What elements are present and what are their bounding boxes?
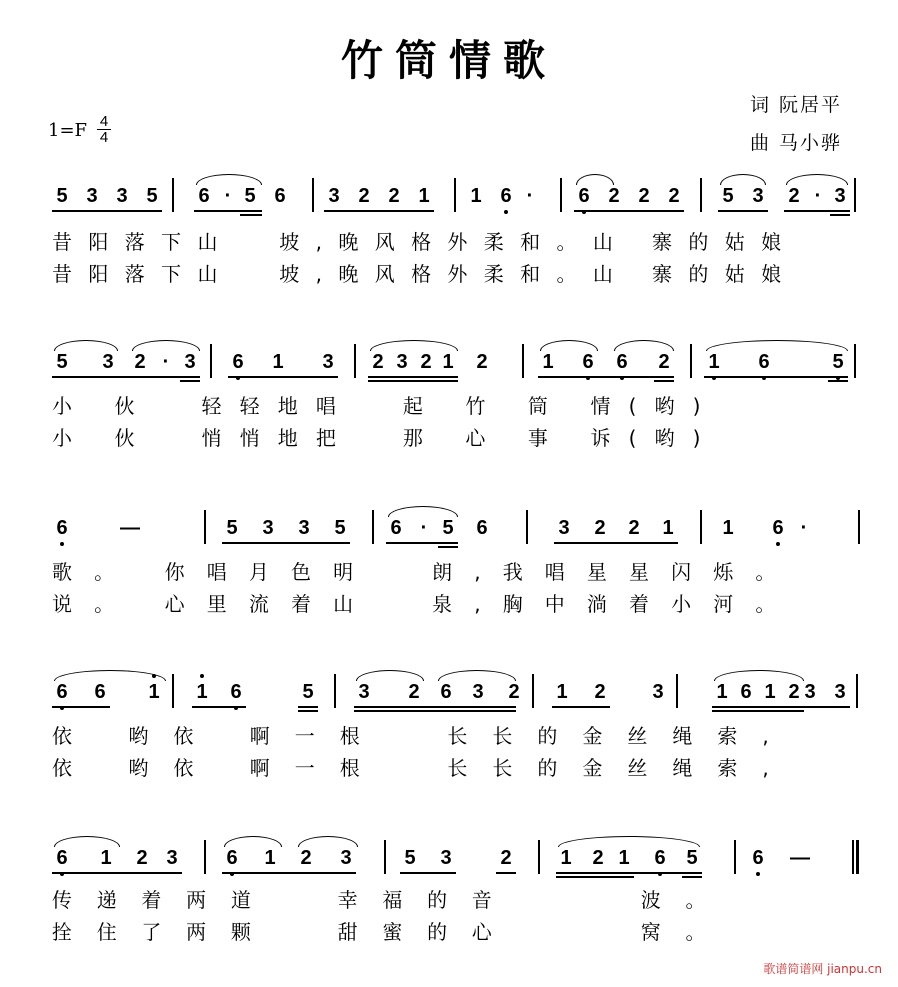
slur [614,340,674,351]
beam-underline [298,706,318,708]
beam-underline [400,872,456,874]
slur [558,836,700,847]
note: 1 [100,847,112,869]
note: 2 [508,681,520,703]
beam-underline [800,706,850,708]
barline [454,178,456,212]
note: 3 [102,351,114,373]
barline [700,178,702,212]
note: 6 [228,350,248,374]
note: 2 [372,351,384,373]
lyric-verse-2: 小 伙 悄悄地把 那 心 事 诉(哟) [52,426,719,450]
note: 1 [542,351,554,373]
watermark: 歌谱简谱网 jianpu.cn [763,962,882,976]
barline [532,674,534,708]
slur [714,670,804,681]
lyric-verse-1: 歌。 你唱月色明 朗,我唱星星闪烁。 [52,560,798,584]
beam-underline [552,706,610,708]
note: 3 [472,681,484,703]
note: 6 [650,846,670,870]
beam-underline [194,210,262,212]
note: 6 [390,517,402,539]
note: 1 [470,185,482,207]
lyric-verse-1: 依 哟依 啊一根 长长的金丝绳索, [52,724,794,748]
note: 1 [272,351,284,373]
note: 1 [192,680,212,704]
beam-underline-2 [240,214,262,216]
beam-underline-2 [556,876,634,878]
note: 5 [56,185,68,207]
beam-underline-2 [828,380,848,382]
beam-underline [354,706,516,708]
note: 5 [334,517,346,539]
time-signature [97,114,111,145]
beam-underline [386,542,458,544]
lyric-verse-1: 昔阳落下山 坡,晚风格外柔和。山 寨的姑娘 [52,230,798,254]
beam-underline [704,376,848,378]
note: 1 [704,350,724,374]
note: — [790,847,810,869]
note: 2 [592,847,604,869]
note: 3 [652,681,664,703]
note: 5 [686,847,698,869]
beam-underline-2 [438,546,458,548]
lyric-verse-2: 昔阳落下山 坡,晚风格外柔和。山 寨的姑娘 [52,262,798,286]
beam-underline [712,706,804,708]
note: 1 [722,517,734,539]
note: 1 [764,681,776,703]
note: 2 [788,681,800,703]
note: 2 [476,351,488,373]
note: 1 [556,681,568,703]
barline [204,840,206,874]
note: 2 [500,847,512,869]
note: 6 [222,846,242,870]
note: 3 [86,185,98,207]
note: 5 [244,185,256,207]
slur [54,340,118,351]
slur [54,836,120,847]
low-octave-dot [504,210,508,214]
note: 2 [408,681,420,703]
beam-underline [52,210,162,212]
barline [734,840,736,874]
song-title: 竹筒情歌 [340,36,557,85]
beam-underline [52,872,182,874]
barline [856,674,858,708]
note: 2 [628,517,640,539]
note: 3 [262,517,274,539]
barline [384,840,386,874]
barline [854,178,856,212]
beam-underline [52,376,200,378]
note: 5 [226,517,238,539]
lyric-verse-2: 说。 心里流着山 泉,胸中淌着小河。 [52,592,798,616]
note: 6 [226,680,246,704]
note: 3 [358,681,370,703]
note: 1 [442,351,454,373]
barline [172,178,174,212]
note: 3 [340,847,352,869]
composer-credit: 曲 马小骅 [750,132,843,154]
note: 3 [834,681,846,703]
barline [526,510,528,544]
note: · [800,517,808,539]
note: 6 [578,350,598,374]
note: · [420,517,428,539]
barline [858,510,860,544]
note: 3 [328,185,340,207]
note: 2 [136,847,148,869]
barline [676,674,678,708]
note: 1 [144,680,164,704]
high-octave-dot [200,674,204,678]
note: 2 [594,681,606,703]
beam-underline [222,872,356,874]
lyric-verse-2: 拴住了两颗 甜蜜的心 窝。 [52,920,731,944]
note: 5 [302,681,314,703]
slur [540,340,598,351]
beam-underline-2 [180,380,200,382]
time-denominator: 4 [97,129,111,145]
note: 2 [134,351,146,373]
note: 3 [166,847,178,869]
note: 6 [754,350,774,374]
barline [172,674,174,708]
low-octave-dot [756,872,760,876]
note: 6 [740,681,752,703]
note: 1 [264,847,276,869]
beam-underline [222,542,350,544]
slur [438,670,516,681]
note: · [526,185,534,207]
note: 6 [274,185,286,207]
slur [196,174,262,185]
low-octave-dot [60,542,64,546]
barline [334,674,336,708]
slur [370,340,458,351]
beam-underline-2 [712,710,804,712]
barline [522,344,524,378]
beam-underline [368,376,458,378]
slur [224,836,282,847]
note: 6 [198,185,210,207]
key-signature: 1=F [48,120,88,141]
note: 2 [788,185,800,207]
note: 6 [768,516,788,540]
note: · [224,185,232,207]
note: 5 [828,350,848,374]
note: 3 [322,351,334,373]
note: 2 [608,185,620,207]
note: 2 [658,351,670,373]
note: 6 [52,846,72,870]
beam-underline [52,706,110,708]
slur [298,836,358,847]
note: 1 [716,681,728,703]
note: 3 [298,517,310,539]
note: 2 [388,185,400,207]
note: — [120,517,140,539]
note: 3 [752,185,764,207]
beam-underline-2 [830,214,850,216]
slur [54,670,166,681]
note: 2 [358,185,370,207]
note: 1 [618,847,630,869]
beam-underline [496,872,516,874]
note: 6 [612,350,632,374]
note: 5 [442,517,454,539]
note: 2 [300,847,312,869]
note: 6 [476,517,488,539]
note: 6 [94,681,106,703]
beam-underline-2 [682,876,702,878]
barline [700,510,702,544]
beam-underline [228,376,338,378]
beam-underline [784,210,850,212]
beam-underline-2 [298,710,318,712]
low-octave-dot [776,542,780,546]
beam-underline [554,542,678,544]
note: 6 [440,681,452,703]
note: 5 [404,847,416,869]
lyric-verse-2: 依 哟依 啊一根 长长的金丝绳索, [52,756,794,780]
barline [210,344,212,378]
beam-underline [192,706,246,708]
note: 2 [594,517,606,539]
note: 3 [116,185,128,207]
barline [204,510,206,544]
beam-underline [556,872,702,874]
note: 3 [396,351,408,373]
lyric-verse-1: 传递着两道 幸福的音 波。 [52,888,731,912]
note: 6 [496,184,516,208]
note: 2 [638,185,650,207]
slur [388,506,458,517]
barline [560,178,562,212]
note: 6 [574,184,594,208]
slur [786,174,848,185]
note: 1 [560,847,572,869]
barline [852,840,859,874]
barline [372,510,374,544]
note: 5 [56,351,68,373]
beam-underline-2 [354,710,516,712]
note: 2 [668,185,680,207]
note: 1 [662,517,674,539]
note: 1 [418,185,430,207]
note: 3 [184,351,196,373]
barline [312,178,314,212]
slur [720,174,766,185]
beam-underline [574,210,684,212]
lyricist-credit: 词 阮居平 [750,94,843,116]
note: 5 [722,185,734,207]
barline [538,840,540,874]
note: 6 [748,846,768,870]
barline [690,344,692,378]
note: 3 [558,517,570,539]
time-numerator: 4 [99,113,109,130]
beam-underline-2 [654,380,674,382]
note: 3 [440,847,452,869]
note: 6 [52,516,72,540]
slur [356,670,424,681]
note: 5 [146,185,158,207]
beam-underline-2 [368,380,458,382]
note: · [814,185,822,207]
beam-underline [538,376,674,378]
note: 3 [804,681,816,703]
slur [706,340,848,351]
beam-underline [324,210,434,212]
note: 2 [420,351,432,373]
lyric-verse-1: 小 伙 轻轻地唱 起 竹 筒 情(哟) [52,394,719,418]
note: · [162,351,170,373]
note: 6 [52,680,72,704]
beam-underline [718,210,768,212]
slur [132,340,200,351]
note: 3 [834,185,846,207]
barline [854,344,856,378]
slur [576,174,614,185]
barline [354,344,356,378]
